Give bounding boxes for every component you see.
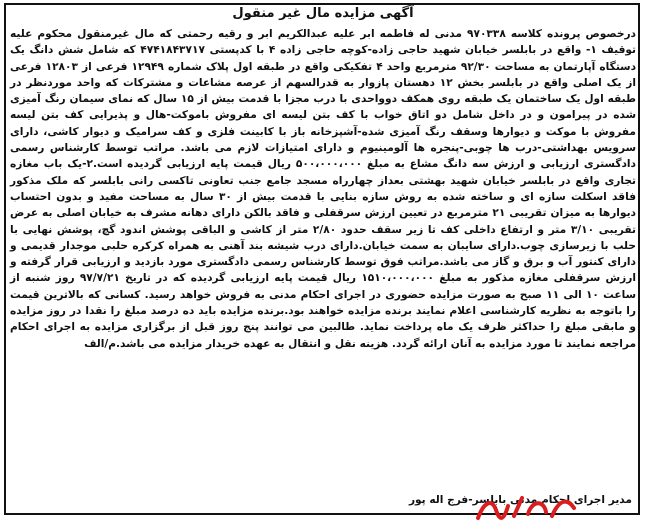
red-handwritten-mark-icon (470, 490, 580, 522)
notice-title: آگهی مزایده مال غیر منقول (232, 6, 414, 21)
notice-body-text: درخصوص پرونده کلاسه ۹۷۰۳۳۸ مدنی له فاطمه ابر علیه عبدالکریم ابر و رقیه رحمتی که مال غیرمنقول محکوم علیه توقیف ۱- واقع در بابلسر خیابان شهید حاجی زاده-کوچه حاجی زاده ۴ با کدپستی ۴۷۴۱۸۴۳۷۱۷ که شامل شش دانگ یک دستگاه آپارتمان به مساحت ۹۲/۳۰ مترمربع واحد ۴ تفکیکی واقع در طبقه اول پلاک شماره ۱۲۹۴۹ فرعی از ۱۲۸۰۳ فرعی از یک اصلی واقع در بابلسر بخش ۱۲ دهستان پازوار به قدرالسهم از عرصه مشاعات و مشترکات که واحد موردنظر در طبقه اول یک ساختمان یک طبقه روی همکف دوواحدی با درب مجزا با قدمت بیش از ۱۵ سال که نمای سیمان رنگ آمیزی شده در پیرامون و در داخل شامل دو اتاق خواب با کف بتن لیسه ای مفروش باموکت-هال و پذیرایی کف بتن لیسه مفروش با موکت و دیوارها وسقف رنگ آمیزی شده-آشپزخانه باز با کابینت فلزی و کف سرامیک و دیوار کاشی، دارای سرویس بهداشتی-درب ها چوبی-پنجره ها آلومینیوم و دارای امتیازات لازم می باشد. مراتب توسط کارشناس رسمی دادگستری ارزیابی و ارزش سه دانگ مشاع به مبلغ ۵۰۰،۰۰۰،۰۰۰ ریال قیمت پایه ارزیابی گردیده است.۲-یک باب مغازه تجاری واقع در بابلسر خیابان شهید بهشتی بعداز چهارراه مسجد جامع جنب تعاونی تاکسی رانی بابلسر که ملک مذکور فاقد اسکلت سازه ای و ساخته شده به روش سازه بنایی با قدمت بیش از ۳۰ سال به مساحت مفید و بدون احتساب دیوارها به میزان تقریبی ۲۱ مترمربع در تعیین ارزش سرقفلی و فاقد بالکن دارای دهانه مشرف به خیابان اصلی به عرض تقریبی ۳/۱۰ متر و ارتفاع داخلی کف تا زیر سقف حدود ۲/۸۰ متر از کاشی و الباقی پوشش اندود گچ، پوشش نهایی با حلب با زیرسازی چوب.دارای سایبان به سمت خیابان.دارای درب شیشه بند آهنی به همراه کرکره حلبی موجدار قدیمی و دارای کنتور آب و برق و گاز می باشد.مراتب فوق توسط کارشناس رسمی دادگستری مورد بازدید و ارزیابی قرار گرفته و ارزش سرقفلی مغازه مذکور به مبلغ ۱۵۱۰،۰۰۰،۰۰۰ ریال قیمت پایه ارزیابی گردیده که در تاریخ ۹۷/۷/۲۱ روز شنبه از ساعت ۱۰ الی ۱۱ صبح به صورت مزایده حضوری در اجرای احکام مدنی به فروش خواهد رسید. کسانی که بالاترین قیمت را باتوجه به نظریه کارشناسی اعلام نمایند برنده مزایده خواهند بود.برنده مزایده باید ده درصد مبلغ را نقدا در روز مزایده و مابقی مبلغ را حداکثر ظرف یک ماه پرداخت نماید. طالبین می توانند پنج روز قبل از برگزاری مزایده به اجرای احکام مراجعه نمایند تا مورد مزایده به آنان ارائه گردد. هزینه نقل و انتقال به عهده خریدار مزایده می باشد.م/الف (10, 28, 637, 350)
notice-signature: مدیر اجرای احکام مدنی بابلسر-فرج اله پور (408, 494, 632, 506)
